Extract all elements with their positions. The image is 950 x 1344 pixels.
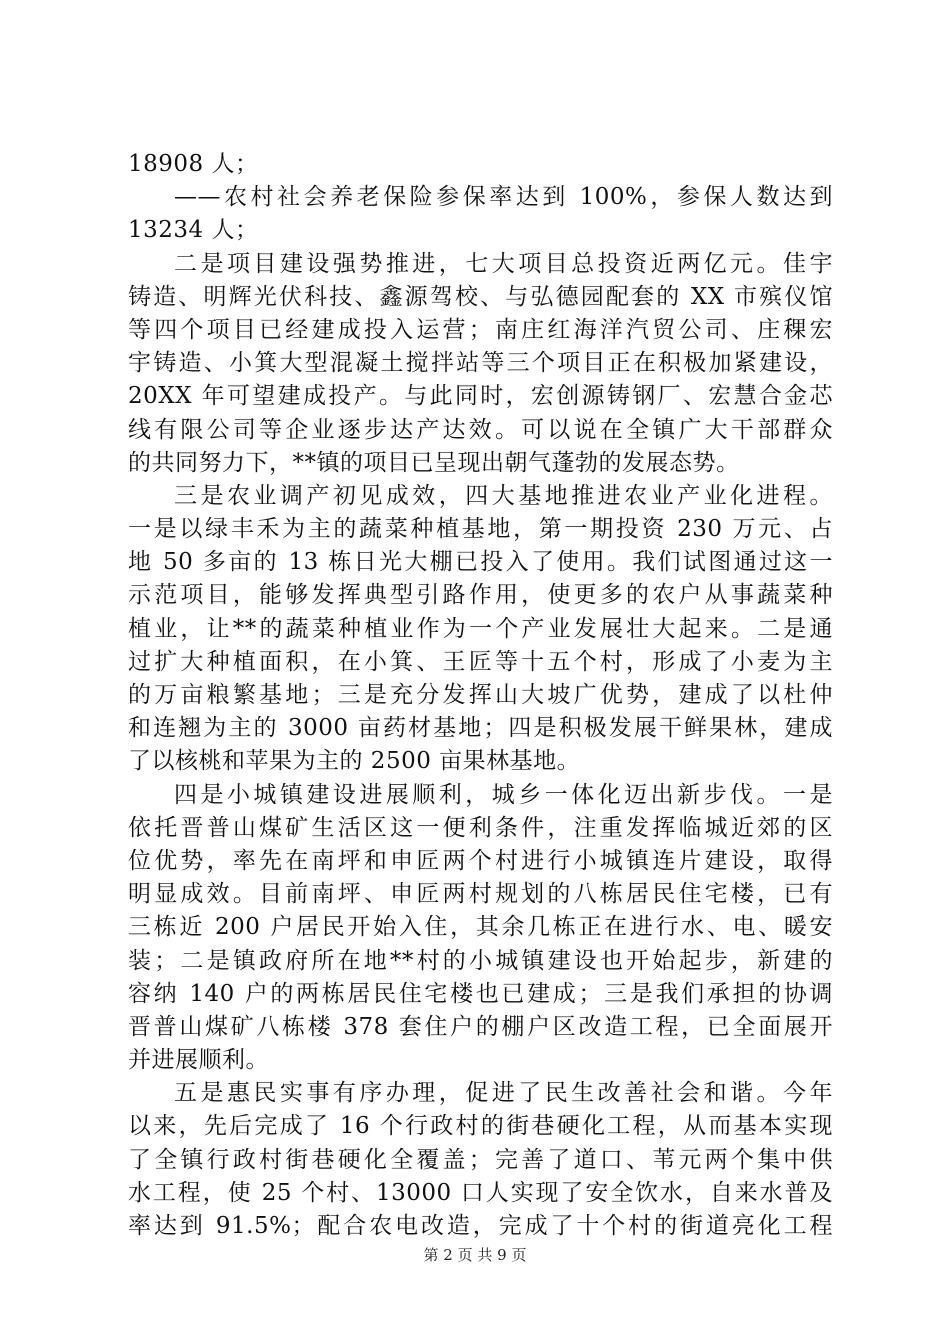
text-line: 五是惠民实事有序办理，促进了民生改善社会和谐。今年 — [174, 1080, 833, 1107]
text-line: 宇铸造、小箕大型混凝土搅拌站等三个项目正在积极加紧建设， — [128, 350, 833, 377]
text-line: 了以核桃和苹果为主的 2500 亩果林基地。 — [128, 748, 581, 775]
text-line: 依托晋普山煤矿生活区这一便利条件，注重发挥临城近郊的区 — [128, 814, 833, 841]
text-line: 以来，先后完成了 16 个行政村的街巷硬化工程，从而基本实现 — [128, 1113, 833, 1140]
text-line: 的万亩粮繁基地；三是充分发挥山大坡广优势，建成了以杜仲 — [128, 682, 833, 708]
text-line: 地 50 多亩的 13 栋日光大棚已投入了使用。我们试图通过这一 — [128, 549, 833, 576]
document-body — [128, 148, 833, 1243]
text-line: 过扩大种植面积，在小箕、王匠等十五个村，形成了小麦为主 — [128, 648, 833, 675]
text-line: 了全镇行政村街巷硬化全覆盖；完善了道口、苇元两个集中供 — [128, 1146, 833, 1173]
text-line: 等四个项目已经建成投入运营；南庄红海洋汽贸公司、庄稞宏 — [128, 316, 833, 343]
text-line: 明显成效。目前南坪、申匠两村规划的八栋居民住宅楼，已有 — [128, 881, 833, 908]
page-footer: 第 2 页 共 9 页 — [423, 1246, 527, 1264]
text-line: 13234 人； — [128, 217, 259, 244]
text-line: 示范项目，能够发挥典型引路作用，使更多的农户从事蔬菜种 — [128, 582, 833, 609]
text-line: 二是项目建设强势推进，七大项目总投资近两亿元。佳宇 — [174, 250, 833, 277]
text-line: 和连翘为主的 3000 亩药材基地；四是积极发展干鲜果林，建成 — [128, 715, 833, 742]
text-line: 20XX 年可望建成投产。与此同时，宏创源铸钢厂、宏慧合金芯 — [128, 383, 833, 410]
text-line: ——农村社会养老保险参保率达到 100%，参保人数达到 — [174, 184, 833, 211]
text-line: 容纳 140 户的两栋居民住宅楼也已建成；三是我们承担的协调 — [128, 980, 833, 1007]
text-line: 植业，让**的蔬菜种植业作为一个产业发展壮大起来。二是通 — [128, 615, 833, 642]
text-line: 率达到 91.5%；配合农电改造，完成了十个村的街道亮化工程 — [128, 1213, 833, 1239]
text-line: 铸造、明辉光伏科技、鑫源驾校、与弘德园配套的 XX 市殡仪馆 — [128, 283, 833, 310]
text-line: 18908 人； — [128, 151, 259, 177]
text-line: 四是小城镇建设进展顺利，城乡一体化迈出新步伐。一是 — [174, 781, 833, 808]
text-line: 位优势，率先在南坪和申匠两个村进行小城镇连片建设，取得 — [128, 847, 833, 874]
text-line: 晋普山煤矿八栋楼 378 套住户的棚户区改造工程，已全面展开 — [128, 1013, 833, 1040]
text-line: 的共同努力下，**镇的项目已呈现出朝气蓬勃的发展态势。 — [128, 449, 740, 476]
text-line: 线有限公司等企业逐步达产达效。可以说在全镇广大干部群众 — [128, 416, 833, 443]
text-line: 三栋近 200 户居民开始入住，其余几栋正在进行水、电、暖安 — [128, 914, 833, 941]
text-line: 装；二是镇政府所在地**村的小城镇建设也开始起步，新建的 — [128, 947, 833, 974]
text-line: 一是以绿丰禾为主的蔬菜种植基地，第一期投资 230 万元、占 — [128, 516, 833, 543]
text-line: 并进展顺利。 — [128, 1047, 269, 1074]
text-line: 三是农业调产初见成效，四大基地推进农业产业化进程。 — [174, 482, 833, 509]
text-line: 水工程，使 25 个村、13000 口人实现了安全饮水，自来水普及 — [128, 1179, 833, 1206]
